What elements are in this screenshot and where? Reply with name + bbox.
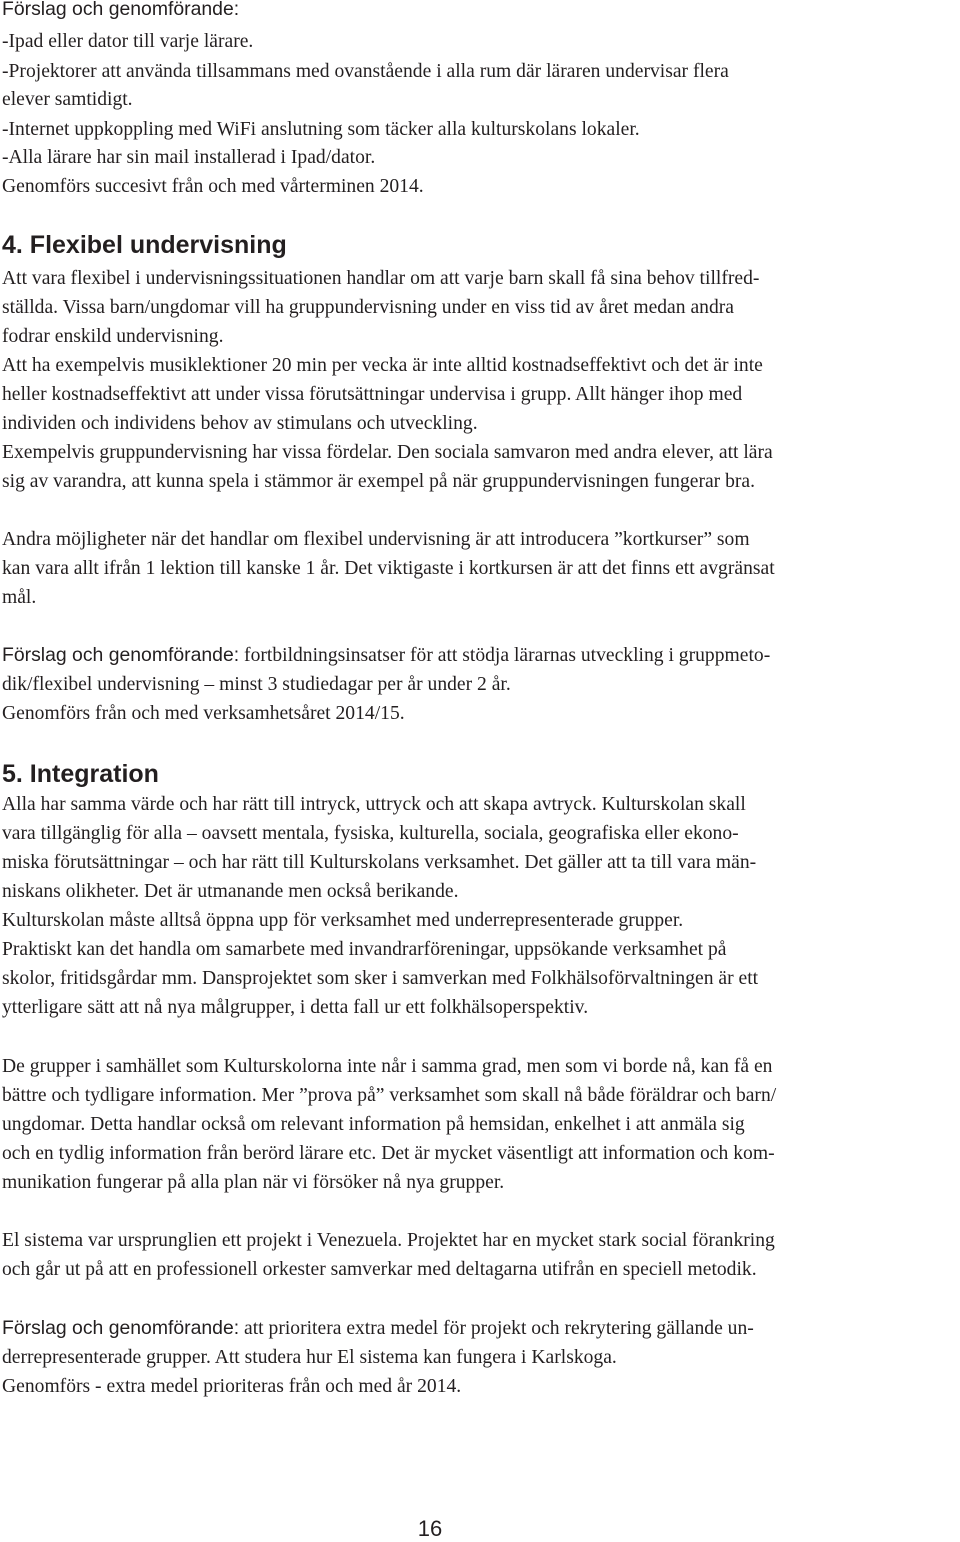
text-line: fodrar enskild undervisning. [2,326,224,347]
proposal-line [2,1314,754,1343]
text-line: mål. [2,587,37,608]
proposal-text: att prioritera extra medel för projekt och rekrytering gällande un- [239,1318,754,1339]
text-line: ungdomar. Detta handlar också om relevant information på hemsidan, enkelhet i att anmäla sig [2,1114,745,1135]
text-line: skolor, fritidsgårdar mm. Dansprojektet som sker i samverkan med Folkhälsoförvaltningen är ett [2,968,759,989]
proposal-label: Förslag och genomförande: [2,1317,240,1339]
text-line: Att ha exempelvis musiklektioner 20 min per vecka är inte alltid kostnadseffektivt och det är inte [2,355,763,376]
text-line: individen och individens behov av stimulans och utveckling. [2,413,478,434]
text-line: Exempelvis gruppundervisning har vissa fördelar. Den sociala samvaron med andra elever, att lära [2,442,773,463]
proposal-label: Förslag och genomförande: [2,644,240,666]
text-line: ställda. Vissa barn/ungdomar vill ha gruppundervisning under en viss tid av året medan andra [2,297,734,318]
text-line: elever samtidigt. [2,89,133,110]
text-line: Genomförs från och med verksamhetsåret 2014/15. [2,703,405,724]
text-line: dik/flexibel undervisning – minst 3 studiedagar per år under 2 år. [2,674,511,695]
text-line: miska förutsättningar – och har rätt till Kulturskolans verksamhet. Det gäller att ta till vara män- [2,852,757,873]
text-line: derrepresenterade grupper. Att studera hur El sistema kan fungera i Karlskoga. [2,1347,617,1368]
text-line: De grupper i samhället som Kulturskolorna inte når i samma grad, men som vi borde nå, kan få en [2,1056,773,1077]
proposal-text: fortbildningsinsatser för att stödja lärarnas utveckling i gruppmeto- [239,645,771,666]
proposal-line [2,641,770,670]
text-line: Kulturskolan måste alltså öppna upp för verksamhet med underrepresenterade grupper. [2,910,684,931]
text-line: -Ipad eller dator till varje lärare. [2,31,254,52]
text-line: Alla har samma värde och har rätt till intryck, uttryck och att skapa avtryck. Kulturskolan skall [2,794,746,815]
text-line: Praktiskt kan det handla om samarbete med invandrarföreningar, uppsökande verksamhet på [2,939,727,960]
text-line: -Alla lärare har sin mail installerad i Ipad/dator. [2,147,376,168]
text-line: El sistema var ursprunglien ett projekt i Venezuela. Projektet har en mycket stark social förankring [2,1230,775,1251]
page-number: 16 [417,1516,443,1541]
text-line: Andra möjligheter när det handlar om flexibel undervisning är att introducera ”kortkurser” som [2,529,750,550]
text-line: munikation fungerar på alla plan när vi försöker nå nya grupper. [2,1172,505,1193]
text-line: Att vara flexibel i undervisningssituationen handlar om att varje barn skall få sina behov tillfred- [2,268,760,289]
text-line: ytterligare sätt att nå nya målgrupper, i detta fall ur ett folkhälsoperspektiv. [2,997,589,1018]
text-line: sig av varandra, att kunna spela i stämmor är exempel på när gruppundervisningen fungerar bra. [2,471,756,492]
text-line: niskans olikheter. Det är utmanande men också berikande. [2,881,459,902]
section-heading: 5. Integration [2,760,159,788]
text-line: och en tydlig information från berörd lärare etc. Det är mycket väsentligt att information och kom- [2,1143,775,1164]
proposal-heading: Förslag och genomförande: [2,0,240,20]
text-line: Genomförs - extra medel prioriteras från och med år 2014. [2,1376,462,1397]
text-line: kan vara allt ifrån 1 lektion till kanske 1 år. Det viktigaste i kortkursen är att det finns ett avgränsat [2,558,775,579]
text-line: Genomförs succesivt från och med vårterminen 2014. [2,176,424,197]
text-line: vara tillgänglig för alla – oavsett mentala, fysiska, kulturella, sociala, geografiska eller ekono- [2,823,739,844]
text-line: och går ut på att en professionell orkester samverkar med deltagarna utifrån en speciell metodik. [2,1259,757,1280]
text-line: heller kostnadseffektivt att under vissa förutsättningar undervisa i grupp. Allt hänger ihop med [2,384,743,405]
text-line: -Projektorer att använda tillsammans med ovanstående i alla rum där läraren undervisar flera [2,61,729,82]
text-line: -Internet uppkoppling med WiFi anslutning som täcker alla kulturskolans lokaler. [2,119,640,140]
section-heading: 4. Flexibel undervisning [2,231,287,259]
text-line: bättre och tydligare information. Mer ”prova på” verksamhet som skall nå både föräldrar och barn/ [2,1085,777,1106]
